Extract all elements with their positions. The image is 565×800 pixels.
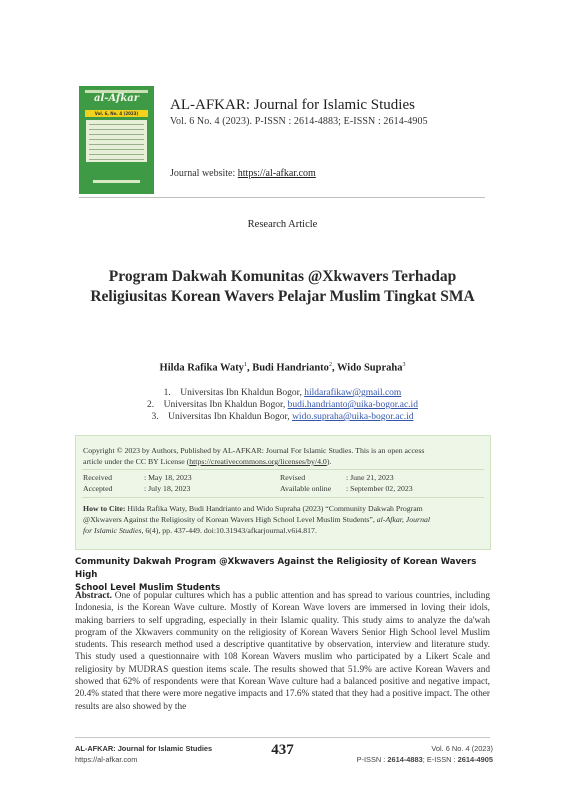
how-to-cite-line-3 [83, 525, 317, 536]
abstract-label: Abstract. [75, 591, 112, 601]
affiliation-3 [0, 412, 565, 422]
header-divider [79, 197, 485, 198]
article-info-box [75, 435, 491, 550]
online-label: Available online [280, 484, 332, 493]
online-date: : September 02, 2023 [346, 484, 413, 493]
author-separator: , [246, 362, 253, 374]
affiliation-number: 3. [151, 412, 159, 422]
footer-issue: Vol. 6 No. 4 (2023) [431, 744, 493, 753]
author-mark: 3 [402, 362, 406, 368]
author-mark: 1 [243, 362, 247, 368]
author-name: Budi Handrianto [252, 362, 329, 374]
affiliation-2 [0, 400, 565, 410]
affiliation-1 [0, 388, 565, 398]
page-number: 437 [271, 742, 294, 758]
abstract [75, 590, 490, 713]
paper-title-line-2: Religiusitas Korean Wavers Pelajar Muslim Tingkat SMA [90, 288, 475, 305]
revised-label: Revised [280, 473, 306, 482]
footer-divider [75, 737, 490, 738]
citation-text: Hilda Rafika Waty, Budi Handrianto and Wido Supraha (2023) “Community Dakwah Program [125, 504, 423, 513]
journal-website-label: Journal website: [170, 168, 238, 179]
cover-contents-box [86, 120, 147, 162]
cover-journal-name: al-Afkar [94, 93, 139, 104]
author-mark: 2 [328, 362, 332, 368]
citation-journal: al-Afkar, Journal [376, 515, 431, 524]
citation-text: , 6(4), pp. 437-449. doi:10.31943/afkarjournal.v6i4.817. [141, 526, 317, 535]
how-to-cite-line-1 [83, 503, 423, 514]
article-type: Research Article [247, 219, 318, 230]
affiliation-email-link[interactable]: hildarafikaw@gmail.com [304, 388, 402, 398]
footer-pissn-label: P-ISSN : [356, 755, 388, 764]
affiliation-email-link[interactable]: budi.handrianto@uika-bogor.ac.id [287, 400, 418, 410]
how-to-cite-label: How to Cite: [83, 504, 126, 513]
how-to-cite-line-2 [83, 514, 430, 525]
author-name: Wido Supraha [337, 362, 403, 374]
english-title-line-2: School Level Muslim Students [75, 583, 221, 593]
cover-issue-band: Vol. 6, No. 4 (2023) [85, 110, 148, 117]
copyright-license-close: ). [326, 457, 332, 466]
revised-date: : June 21, 2023 [346, 473, 394, 482]
paper-title-line-1: Program Dakwah Komunitas @Xkwavers Terhadap [108, 268, 457, 285]
info-divider [82, 469, 484, 470]
cover-footer-strip [93, 180, 140, 183]
copyright-license-text: article under the CC BY License ( [83, 457, 190, 466]
affiliation-email-link[interactable]: wido.supraha@uika-bogor.ac.id [292, 412, 414, 422]
citation-journal: for Islamic Studies [83, 526, 142, 535]
copyright-line-1: Copyright © 2023 by Authors, Published by AL-AFKAR: Journal For Islamic Studies. This is an open access [83, 446, 425, 455]
author-name: Hilda Rafika Waty [159, 362, 244, 374]
affiliation-text: Universitas Ibn Khaldun Bogor, [168, 412, 293, 422]
info-divider [82, 497, 484, 498]
received-label: Received [83, 473, 113, 482]
journal-website [170, 168, 316, 179]
footer-pissn: 2614-4883 [387, 755, 423, 764]
affiliation-number: 2. [147, 400, 155, 410]
english-title-line-1: Community Dakwah Program @Xkwavers Against the Religiosity of Korean Wavers High [75, 557, 477, 580]
journal-cover-image [79, 86, 154, 194]
affiliation-number: 1. [163, 388, 171, 398]
accepted-label: Accepted [83, 484, 113, 493]
abstract-text: One of popular cultures which has a public attention and has spread to various countries, including Indonesia, is the Korean Wave culture. Mostly of Korean Wave lovers are immersed in loving their idols, making barriers to self upgrading, especially in their Islamic quality. This study aims to analyze the da'wah program of the Xkwavers community on the religiosity of Korean Wavers Senior High School level Muslim students. This research method used a descriptive quantitative by observation, interview and literature study. This study used a questionnaire with 108 Korean Wavers muslim who participated by a Likert Scale and religiosity by MUDRAS question items scale. The results showed that 51.9% are active Korean Wavers and showed that 62% of respondents were that Korean Wave culture had a balanced positive and negative impact, 20.4% stated that there were more negative impacts and 17.6% stated that they had a positive impact. The other results are also showed by the [75, 591, 490, 712]
author-separator: , [331, 362, 337, 374]
journal-website-link[interactable]: https://al-afkar.com [237, 168, 316, 179]
footer-journal-title: AL-AFKAR: Journal for Islamic Studies [75, 744, 213, 753]
footer-eissn-label: ; E-ISSN : [422, 755, 458, 764]
affiliation-text: Universitas Ibn Khaldun Bogor, [163, 400, 288, 410]
author-list [0, 362, 565, 374]
received-date: : May 18, 2023 [144, 473, 192, 482]
footer-eissn: 2614-4905 [457, 755, 493, 764]
journal-issue-line: Vol. 6 No. 4 (2023). P-ISSN : 2614-4883; E-ISSN : 2614-4905 [170, 116, 428, 127]
affiliation-text: Universitas Ibn Khaldun Bogor, [180, 388, 305, 398]
journal-title: AL-AFKAR: Journal for Islamic Studies [170, 97, 415, 113]
license-link[interactable]: https://creativecommons.org/licenses/by/4.0 [189, 457, 327, 466]
footer-journal-url[interactable]: https://al-afkar.com [75, 755, 138, 764]
copyright-line-2 [83, 456, 331, 467]
accepted-date: : July 18, 2023 [144, 484, 191, 493]
footer-issn [357, 755, 493, 764]
citation-text: @Xkwavers Against the Religiosity of Korean Wavers High School Level Muslim Students”, [83, 515, 377, 524]
paper-title [60, 267, 505, 307]
